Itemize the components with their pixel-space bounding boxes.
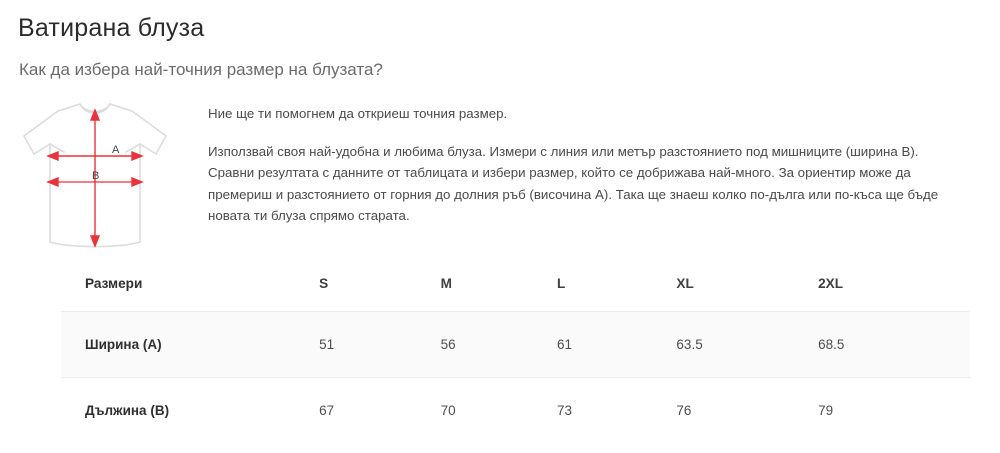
column-header-l: L <box>556 275 566 291</box>
cell-width-xl: 63.5 <box>676 336 703 352</box>
cell-length-l: 73 <box>556 402 573 418</box>
page-title: Ватирана блуза <box>18 14 205 42</box>
column-header-2xl: 2XL <box>818 275 844 291</box>
column-header-m: M <box>440 275 452 291</box>
cell-width-m: 56 <box>440 336 456 352</box>
column-header-measure: Размери <box>85 275 143 291</box>
size-chart-table <box>61 256 970 443</box>
measure-b-label: B <box>92 170 100 182</box>
cell-width-l: 61 <box>556 336 573 352</box>
instructions-text <box>208 103 968 243</box>
column-header-s: S <box>319 275 329 291</box>
page-subtitle: Как да избера най-точния размер на блузата? <box>19 60 383 79</box>
table-header-row <box>61 256 970 311</box>
size-chart-body <box>61 311 970 443</box>
column-header-xl: XL <box>676 275 694 291</box>
cell-width-s: 51 <box>319 336 335 352</box>
cell-width-2xl: 68.5 <box>818 336 845 352</box>
measure-a-label: A <box>112 144 120 156</box>
instructions-paragraph-1: Ние ще ти помогнем да откриеш точния размер. <box>208 106 508 121</box>
shirt-diagram-illustration <box>20 92 190 257</box>
table-row <box>61 311 970 377</box>
cell-length-s: 67 <box>319 402 335 418</box>
cell-length-2xl: 79 <box>818 402 834 418</box>
size-chart-head <box>61 256 970 311</box>
row-label-length: Дължина (B) <box>85 402 170 418</box>
table-row <box>61 377 970 443</box>
cell-length-xl: 76 <box>676 402 692 418</box>
instructions-paragraph-2: Използвай своя най-удобна и любима блуза. Измери с линия или метър разстоянието под мишниците (ширина B). Сравни резултата с данните от таблицата и избери размер, който се добрижава най-много. За ориентир може да премериш и разстоянието от горния до долния ръб (височина A). Така ще знаеш колко по-дълга или по-къса ще бъде новата ти блуза спрямо старата. <box>208 143 939 224</box>
row-label-width: Ширина (A) <box>85 336 162 352</box>
cell-length-m: 70 <box>440 402 456 418</box>
